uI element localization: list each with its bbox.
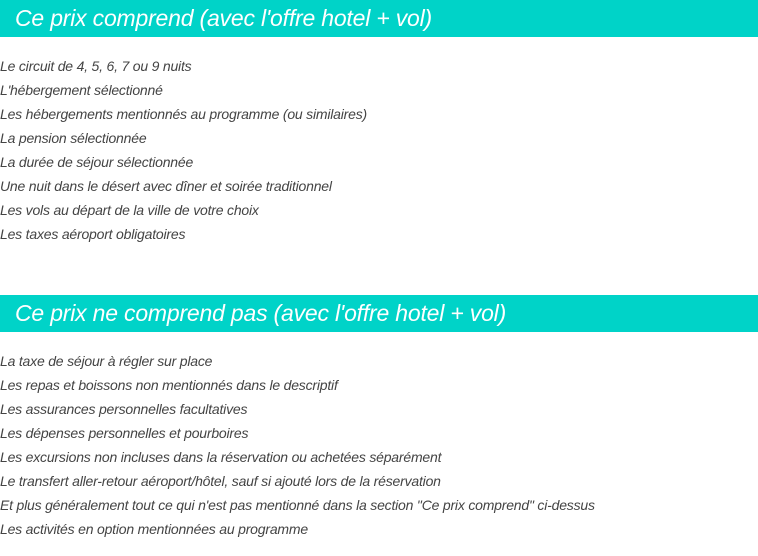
excluded-list xyxy=(0,332,758,541)
included-item: Le circuit de 4, 5, 6, 7 ou 9 nuits xyxy=(0,58,192,74)
excluded-item: Le transfert aller-retour aéroport/hôtel, sauf si ajouté lors de la réservation xyxy=(0,473,441,489)
included-section xyxy=(0,0,758,246)
excluded-item: Les activités en option mentionnées au programme xyxy=(0,521,308,537)
included-item: L'hébergement sélectionné xyxy=(0,82,163,98)
included-heading: Ce prix comprend (avec l'offre hotel + vol) xyxy=(0,0,758,37)
included-item: Les vols au départ de la ville de votre choix xyxy=(0,202,259,218)
included-item: Les taxes aéroport obligatoires xyxy=(0,226,186,242)
excluded-item: Les repas et boissons non mentionnés dans le descriptif xyxy=(0,377,338,393)
included-list xyxy=(0,37,758,246)
included-item: La pension sélectionnée xyxy=(0,130,147,146)
excluded-item: Et plus généralement tout ce qui n'est pas mentionné dans la section "Ce prix comprend" ci-dessus xyxy=(0,497,595,513)
excluded-item: Les excursions non incluses dans la réservation ou achetées séparément xyxy=(0,449,442,465)
excluded-item: La taxe de séjour à régler sur place xyxy=(0,353,213,369)
excluded-heading: Ce prix ne comprend pas (avec l'offre hotel + vol) xyxy=(0,295,758,332)
excluded-item: Les dépenses personnelles et pourboires xyxy=(0,425,249,441)
included-item: La durée de séjour sélectionnée xyxy=(0,154,194,170)
included-item: Une nuit dans le désert avec dîner et soirée traditionnel xyxy=(0,178,332,194)
excluded-item: Les assurances personnelles facultatives xyxy=(0,401,248,417)
included-item: Les hébergements mentionnés au programme (ou similaires) xyxy=(0,106,367,122)
excluded-section xyxy=(0,295,758,541)
